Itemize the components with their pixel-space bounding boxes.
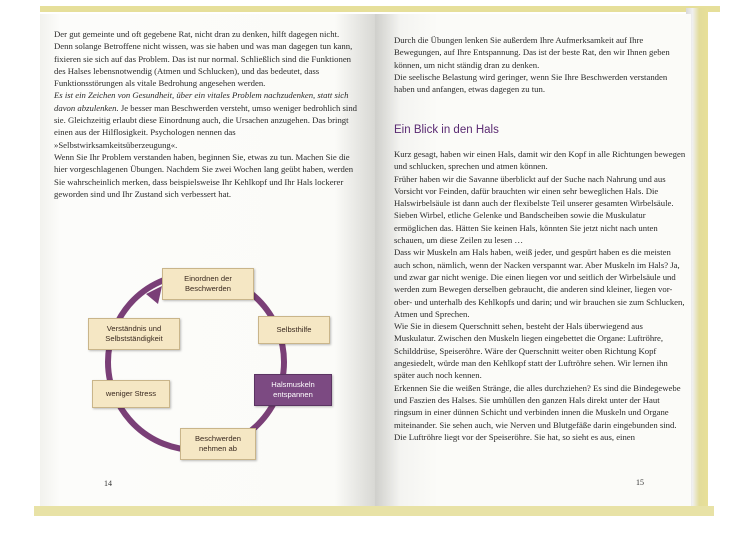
diagram-box-beschwerden: Beschwerden nehmen ab bbox=[180, 428, 256, 460]
cycle-ring bbox=[108, 274, 284, 450]
section-heading: Ein Blick in den Hals bbox=[394, 124, 499, 136]
right-paragraph-1: Durch die Übungen lenken Sie außerdem Ihre Aufmerksamkeit auf Ihre Bewegungen, auf Ihre Entspannung. Das ist der beste Rat, den wir Ihnen geben können, um nicht ständig dran zu denken. bbox=[394, 35, 670, 70]
diagram-box-selbsthilfe: Selbsthilfe bbox=[258, 316, 330, 344]
right-paragraph-3: Kurz gesagt, haben wir einen Hals, damit wir den Kopf in alle Richtungen bewegen und schlucken, sprechen und atmen können. bbox=[394, 149, 686, 172]
right-paragraph-5: Dass wir Muskeln am Hals haben, weiß jeder, und gespürt haben es die meisten auch schon, nämlich, wenn der Nacken verspannt war. Aber Muskeln im Hals? Ja, und zwar gar nicht wenige. Die einen liegen vor und seitlich der Wirbelsäule und werden zum Bewegen derselben gebraucht, die anderen sind kleiner, liegen vor-ober- und unterhalb des Kehlkopfs und darin; und wir brauchen sie zum Schlucken, Atmen und Sprechen. bbox=[394, 247, 685, 319]
right-page bbox=[375, 14, 691, 506]
diagram-box-einordnen: Einordnen der Beschwerden bbox=[162, 268, 254, 300]
diagram-box-stress: weniger Stress bbox=[92, 380, 170, 408]
right-paragraph-4: Früher haben wir die Savanne überblickt auf der Suche nach Nahrung und aus Vorsicht vor Feinden, dafür brauchten wir einen sehr beweglichen Hals. Die Halswirbelsäule ist dann auch der flexibelste Teil unserer gesamten Wirbelsäule. Sieben Wirbel, etliche Gelenke und Bandscheiben sowie die Muskulatur ermöglichen das. Hätten Sie keinen Hals, könnten Sie jetzt nicht nach unten schauen, um diese Zeilen zu lesen … bbox=[394, 173, 674, 246]
right-paragraph-7: Erkennen Sie die weißen Stränge, die alles durchziehen? Es sind die Bindegewebe und Faszien des Halses. Sie umhüllen den ganzen Hals direkt unter der Haut ringsum in einer dünnen Schicht und verbinden innen die Muskeln und Organe miteinander. Sie sehen auch, wie Nerven und Blutgefäße darin eingebunden sind. bbox=[394, 382, 681, 430]
right-page-text-top bbox=[394, 34, 686, 95]
diagram-box-verstaendnis: Verständnis und Selbstständigkeit bbox=[88, 318, 180, 350]
right-paragraph-6: Wie Sie in diesem Querschnitt sehen, besteht der Hals überwiegend aus Muskulatur. Zwischen den Muskeln liegen eingebettet die Organe: Luftröhre, Schilddrüse, Speiseröhre. Wäre der Querschnitt weiter oben Richtung Kopf angesiedelt, würde man den Kehlkopf statt der Luftröhre sehen. Wir lernen ihn später auch noch kennen. bbox=[394, 321, 668, 381]
right-paragraph-8: Die Luftröhre liegt vor der Speiseröhre. Sie hat, so sieht es aus, einen bbox=[394, 431, 636, 442]
right-page-text bbox=[394, 148, 686, 443]
left-paragraph-2: Wenn Sie Ihr Problem verstanden haben, beginnen Sie, etwas zu tun. Machen Sie die hier vorgeschlagenen Übungen. Nachdem Sie zwei Wochen lang geübt haben, werden Sie wahrscheinlich merken, dass beispielsweise Ihr Kehlkopf und Ihr Hals lockerer geworden sind und Ihr Zustand sich verbessert hat. bbox=[54, 151, 354, 199]
right-paragraph-2: Die seelische Belastung wird geringer, wenn Sie Ihre Beschwerden verstanden haben und anfangen, etwas dagegen zu tun. bbox=[394, 71, 668, 95]
page-number-right: 15 bbox=[636, 478, 644, 487]
left-paragraph-1-cont: Je besser man Beschwerden versteht, umso weniger bedrohlich sind sie. Gleichzeitig erlaubt diese Einordnung auch, die Ursachen anzugehen. Das bringt einen aus der Hilflosigkeit. Psychologen nennen das »Selbstwirksamkeitsüberzeugung«. bbox=[54, 102, 358, 150]
left-italic-sentence: Es ist ein Zeichen von Gesundheit, über ein vitales Problem nachzudenken, statt sich davon abzulenken. bbox=[54, 90, 349, 113]
left-paragraph-1: Der gut gemeinte und oft gegebene Rat, nicht dran zu denken, hilft dagegen nicht. Denn solange Betroffene nicht wissen, was sie haben und was man dagegen tun kann, fixieren sie sich auf das Problem. Das ist nur normal. Schließlich sind die Funktionen des Halses lebensnotwendig (Atmen und Schlucken), und das bedeutet, dass Funktionsstörungen als vitale Bedrohung angesehen werden. bbox=[54, 29, 353, 89]
diagram-box-halsmuskeln: Halsmuskeln entspannen bbox=[254, 374, 332, 406]
page-number-left: 14 bbox=[104, 479, 112, 488]
